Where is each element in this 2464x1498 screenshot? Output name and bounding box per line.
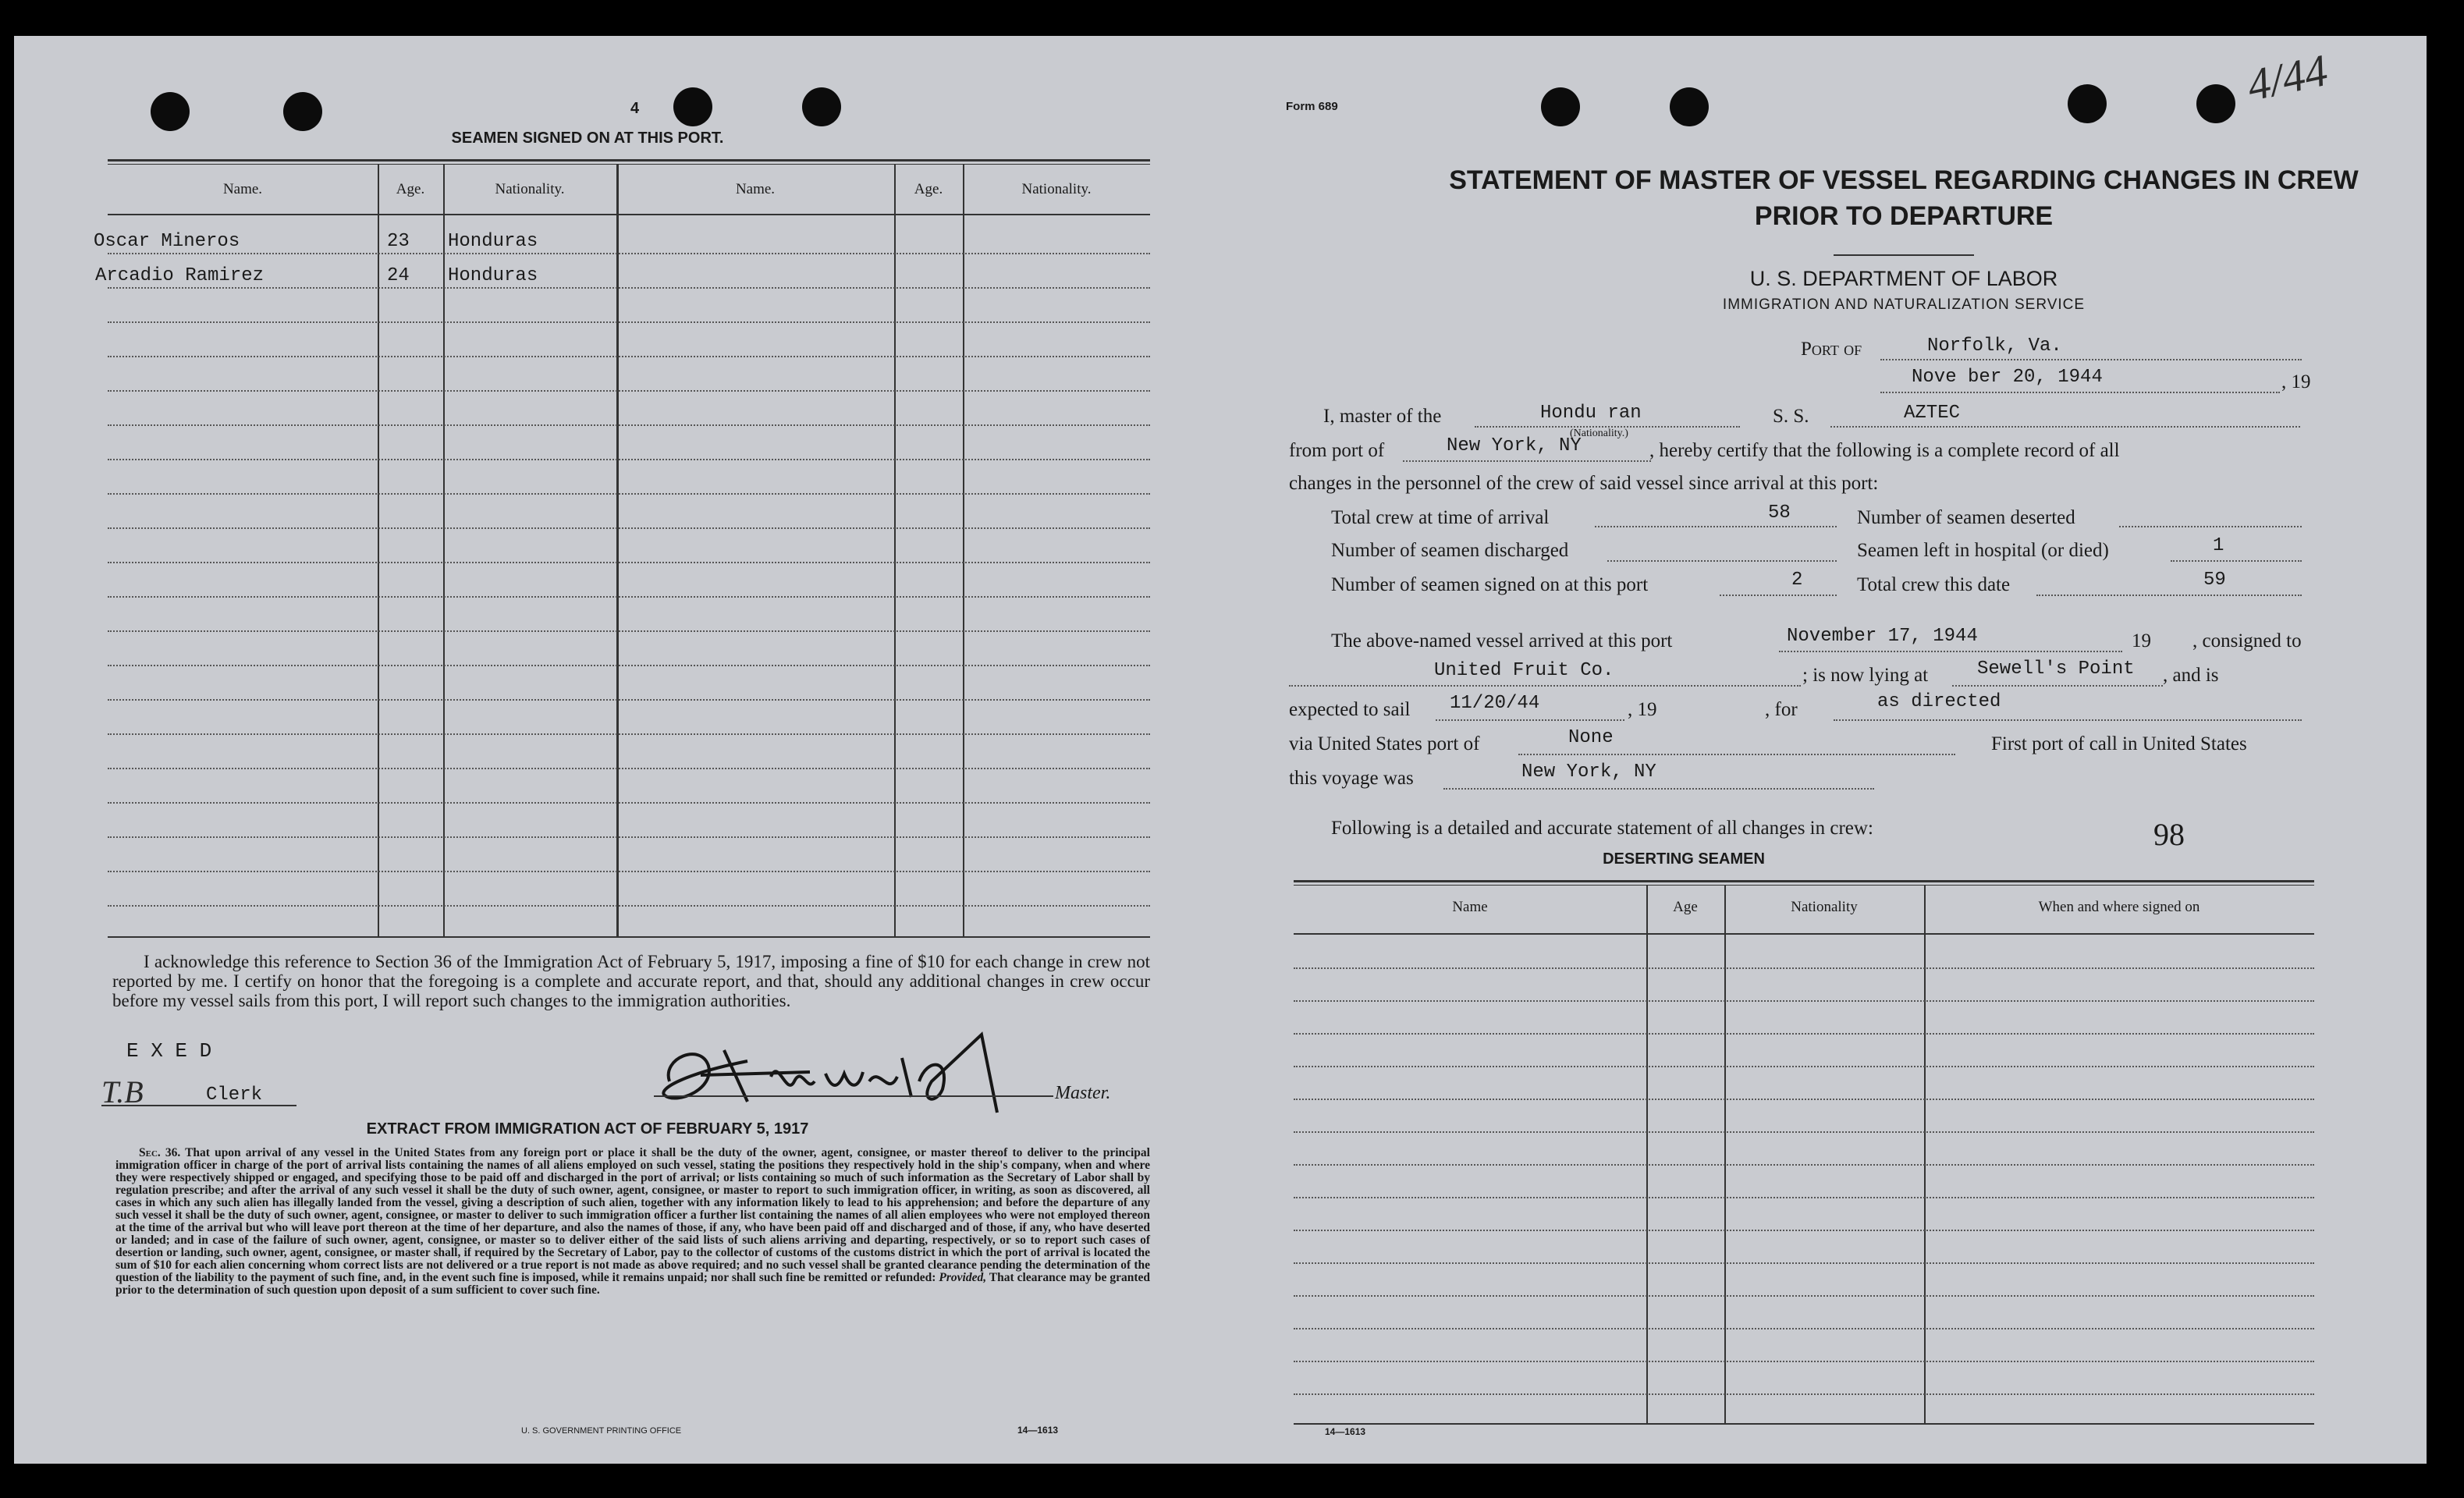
hospital-value: 1: [2213, 535, 2224, 556]
total-crew-date-value: 59: [2203, 570, 2226, 591]
total-crew-arrival-label: Total crew at time of arrival: [1331, 507, 1550, 528]
punch-hole: [1541, 87, 1580, 126]
via-label: via United States port of: [1289, 733, 1480, 754]
col-age: Age: [1673, 899, 1698, 915]
from-port-value: New York, NY: [1447, 435, 1582, 456]
port-value: Norfolk, Va.: [1927, 335, 2062, 357]
exed-stamp: E X E D: [126, 1039, 212, 1063]
seaman-nationality: Honduras: [448, 265, 538, 286]
master-label: Master.: [1055, 1083, 1111, 1103]
extract-text: [115, 1147, 1150, 1297]
from-port-label: from port of: [1289, 440, 1385, 461]
page-number: 4: [630, 100, 640, 117]
punch-hole: [2068, 84, 2107, 123]
signed-on-value: 2: [1791, 570, 1803, 591]
col-age-2: Age.: [914, 181, 943, 197]
signature-image: [654, 1027, 1075, 1120]
lying-value: Sewell's Point: [1977, 658, 2135, 680]
master-of-label: I, master of the: [1323, 406, 1442, 427]
seaman-nationality: Honduras: [448, 231, 538, 252]
seaman-age: 24: [387, 265, 410, 286]
punch-hole: [1670, 87, 1709, 126]
deserting-title: DESERTING SEAMEN: [1603, 850, 1765, 868]
punch-hole: [151, 92, 190, 131]
form-title-line1: STATEMENT OF MASTER OF VESSEL REGARDING CHANGES IN CREW: [1449, 165, 2359, 195]
handwritten-number: 98: [2153, 817, 2185, 852]
handwritten-corner-note: 4/44: [2242, 44, 2332, 112]
expected-value: 11/20/44: [1450, 693, 1540, 714]
clerk-label: Clerk: [206, 1084, 263, 1106]
form-number: Form 689: [1286, 100, 1338, 113]
discharged-label: Number of seamen discharged: [1331, 540, 1569, 561]
col-name: Name: [1452, 899, 1488, 915]
nationality-value: Hondu ran: [1540, 403, 1642, 424]
form-title-line2: PRIOR TO DEPARTURE: [1754, 201, 2054, 231]
first-port-label: First port of call in United States: [1991, 733, 2247, 754]
extract-proviso-label: Provided,: [939, 1271, 987, 1284]
certify-text: , hereby certify that the following is a complete record of all: [1649, 440, 2120, 461]
right-page: [1178, 36, 2427, 1464]
extract-title: EXTRACT FROM IMMIGRATION ACT OF FEBRUARY 5, 1917: [366, 1120, 809, 1138]
total-crew-date-label: Total crew this date: [1857, 574, 2011, 595]
extract-proviso: That clearance may be granted prior to the determination of such question upon deposit of a sum sufficient to cover such fine.: [115, 1271, 1150, 1297]
port-label: Port of: [1801, 339, 1862, 360]
seaman-age: 23: [387, 231, 410, 252]
punch-hole: [2196, 84, 2235, 123]
arrived-label: The above-named vessel arrived at this port: [1331, 630, 1673, 651]
expected-label: expected to sail: [1289, 699, 1411, 720]
changes-text: changes in the personnel of the crew of said vessel since arrival at this port:: [1289, 473, 1879, 494]
punch-hole: [283, 92, 322, 131]
date-suffix: , 19: [2281, 371, 2311, 392]
service-name: IMMIGRATION AND NATURALIZATION SERVICE: [1722, 296, 2086, 313]
form-code-right: 14—1613: [1325, 1426, 1366, 1437]
seaman-name: Oscar Mineros: [94, 231, 240, 252]
extract-body: That upon arrival of any vessel in the United States from any foreign port or place it shall be the duty of the owner, agent, consignee, or master thereof to deliver to the principal immigration officer in charge of the port of arrival lists containing the names of all aliens employed on such vessel, stating the positions they respectively hold in the ship's company, when and where they were respectively shipped or engaged, and specifying those to be paid off and discharged in the port of arrival; or lists containing so much of such information as the Secretary of Labor shall by regulation prescribe; and after the arrival of any such vessel it shall be the duty of such owner, agent, consignee, or master to report to such immigration officer, in writing, as soon as discovered, all cases in which any such alien has illegally landed from the vessel, giving a description of such alien, together with any information likely to lead to his apprehension; and before the departure of any such vessel it shall be the duty of such owner, agent, consignee, or master to deliver to such immigration officer a further list containing the names of all alien employees who were not employed thereon at the time of the arrival but who will leave port thereon at the time of her departure, and also the names of those, if any, who have been paid off and discharged and of those, if any, who have deserted or landed; and in case of the failure of such owner, agent, consignee, or master so to deliver either of the said lists of such aliens arriving and departing, respectively, or so to report such cases of desertion or landing, such owner, agent, consignee, or master shall, if required by the Secretary of Labor, pay to the collector of customs of the customs district in which the port of arrival is located the sum of $10 for each alien concerning whom correct lists are not delivered or a true report is not made as above required; and no such vessel shall be granted clearance pending the determination of the question of the liability to the payment of such fine, and, in the event such fine is imposed, while it remains unpaid; nor shall such fine be remitted or refunded:: [115, 1146, 1150, 1284]
col-nationality: Nationality.: [495, 181, 565, 197]
for-label: , for: [1765, 699, 1798, 720]
voyage-label: this voyage was: [1289, 768, 1414, 789]
consignee-value: United Fruit Co.: [1434, 660, 1614, 681]
extract-heading: Sec. 36.: [139, 1146, 181, 1159]
consigned-label: , consigned to: [2192, 630, 2302, 651]
date-value: Nove ber 20, 1944: [1912, 367, 2103, 388]
lying-label: ; is now lying at: [1802, 665, 1929, 686]
arrived-suffix: 19: [2132, 630, 2151, 651]
deserted-label: Number of seamen deserted: [1857, 507, 2075, 528]
for-value: as directed: [1877, 691, 2001, 712]
col-when-where: When and where signed on: [2038, 899, 2200, 915]
arrived-value: November 17, 1944: [1787, 626, 1978, 647]
section-title: SEAMEN SIGNED ON AT THIS PORT.: [451, 130, 724, 147]
col-name: Name.: [222, 181, 263, 197]
col-nationality: Nationality: [1791, 899, 1858, 915]
seaman-name: Arcadio Ramirez: [95, 265, 265, 286]
ship-name: AZTEC: [1904, 403, 1961, 424]
following-text: Following is a detailed and accurate statement of all changes in crew:: [1331, 818, 1873, 839]
total-crew-arrival-value: 58: [1768, 502, 1791, 524]
acknowledgement-text: I acknowledge this reference to Section 36 of the Immigration Act of February 5, 1917, imposing a fine of $10 for each change in crew not reported by me. I certify on honor that the foregoing is a complete and accurate report, and that, should any additional changes in crew occur before my vessel sails from this port, I will report such changes to the immigration authorities.: [112, 952, 1150, 1010]
and-is-label: , and is: [2163, 665, 2219, 686]
voyage-value: New York, NY: [1521, 761, 1656, 783]
form-code-left: 14—1613: [1017, 1425, 1059, 1436]
ss-label: S. S.: [1773, 406, 1809, 427]
col-name-2: Name.: [735, 181, 776, 197]
expected-suffix: , 19: [1628, 699, 1657, 720]
col-nationality-2: Nationality.: [1021, 181, 1092, 197]
left-page: [14, 36, 1178, 1464]
nationality-caption: (Nationality.): [1570, 428, 1628, 439]
punch-hole: [802, 87, 841, 126]
hospital-label: Seamen left in hospital (or died): [1857, 540, 2109, 561]
signed-on-label: Number of seamen signed on at this port: [1331, 574, 1649, 595]
printer-note: U. S. GOVERNMENT PRINTING OFFICE: [521, 1426, 682, 1436]
col-age: Age.: [396, 181, 425, 197]
clerk-initials: T.B: [101, 1074, 144, 1109]
via-value: None: [1568, 727, 1614, 748]
punch-hole: [673, 87, 712, 126]
department-name: U. S. DEPARTMENT OF LABOR: [1749, 267, 2058, 290]
